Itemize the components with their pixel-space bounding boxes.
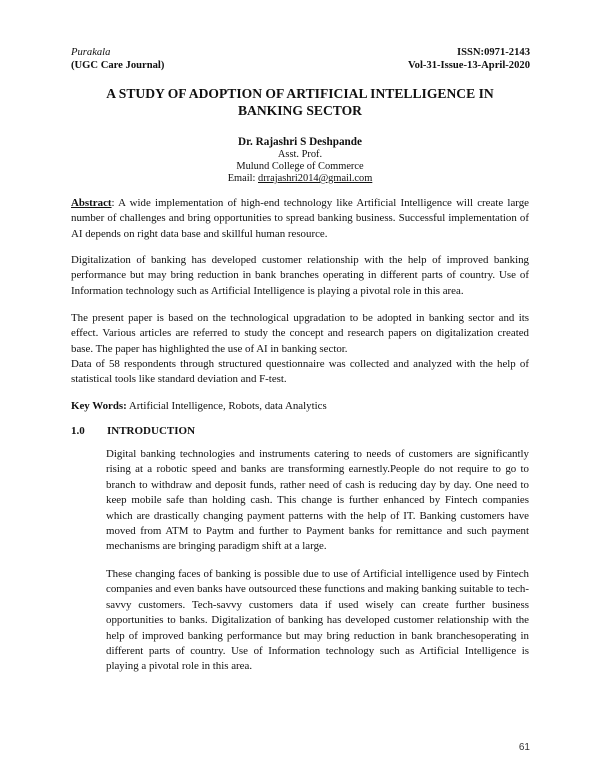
paragraph-text: Digital banking technologies and instruments catering to needs of customers are significantly rising at a robotic speed and banks are transforming earnestly.People do not require to go to branch to withdraw and deposit funds, rather need of cash is reducing day by day. One need to keep mobile safe than holding cash. This change is further enhanced by Fintech companies which are drastically changing payment patterns with the help of IT. Banking customers have moved from ATM to Paytm and further to Payment banks for remittance and such payment mechanisms are bringing paradigm shift at a large. [106,448,529,553]
abstract-label: Abstract [71,197,112,209]
author-email-line [100,173,500,185]
paragraph-present-paper [71,311,529,387]
page-number: 61 [518,742,530,753]
issn: ISSN:0971-2143 [457,47,530,58]
title-line-2: BANKING SECTOR [237,103,362,118]
abstract-text: : A wide implementation of high-end technology like Artificial Intelligence will create large number of challenges and bring opportunities to spread banking business. Successful implementation of AI depends on right data base and skillful human resource. [71,197,529,240]
paragraph-digitalization [71,253,529,299]
paragraph-text: Digitalization of banking has developed customer relationship with the help of improved banking performance but may bring reduction in bank branches operating in different parts of country. Use of Information technology such as Artificial Intelligence is playing a pivotal role in this area. [71,254,529,297]
title-line-1: A STUDY OF ADOPTION OF ARTIFICIAL INTELLIGENCE IN [106,86,494,101]
section-title: INTRODUCTION [107,425,196,437]
author-position: Asst. Prof. [277,149,323,160]
paragraph-text: Data of 58 respondents through structured questionnaire was collected and analyzed with the help of statistical tools like standard deviation and F-test. [71,357,529,386]
author-name: Dr. Rajashri S Deshpande [238,136,362,148]
author-email-link[interactable]: drrajashri2014@gmail.com [258,173,373,184]
paper-title [90,85,510,119]
paragraph-text: These changing faces of banking is possible due to use of Artificial intelligence used by Fintech companies and even banks have outsourced these functions and making banking suitable to tech- savvy customers. Tech-savvy customers data if used wisely can create further business opportunities to banks. Digitalization of banking has developed customer relationship with the help of improved banking performance but may bring reduction in bank branchesoperating in different parts of country. Use of Information technology such as Artificial Intelligence is playing a pivotal role in this area. [106,568,529,673]
section-number: 1.0 [71,425,85,437]
author-block [100,136,500,185]
journal-status: (UGC Care Journal) [71,60,165,71]
intro-paragraph-2 [106,567,529,675]
journal-name: Purakala [71,47,111,58]
keywords-text: Artificial Intelligence, Robots, data Analytics [126,400,327,412]
running-header [71,46,530,72]
section-heading [71,425,195,437]
abstract [71,196,529,242]
intro-paragraph-1 [106,447,529,555]
email-label: Email: [227,173,256,184]
author-institution: Mulund College of Commerce [236,161,364,172]
volume-issue: Vol-31-Issue-13-April-2020 [407,60,530,71]
keywords [71,399,529,414]
paragraph-text: The present paper is based on the technological upgradation to be adopted in banking sector and its effect. Various articles are referred to study the concept and research papers on digitalization created base. The paper has highlighted the use of AI in banking sector. [71,312,529,355]
keywords-label: Key Words: [71,400,127,412]
